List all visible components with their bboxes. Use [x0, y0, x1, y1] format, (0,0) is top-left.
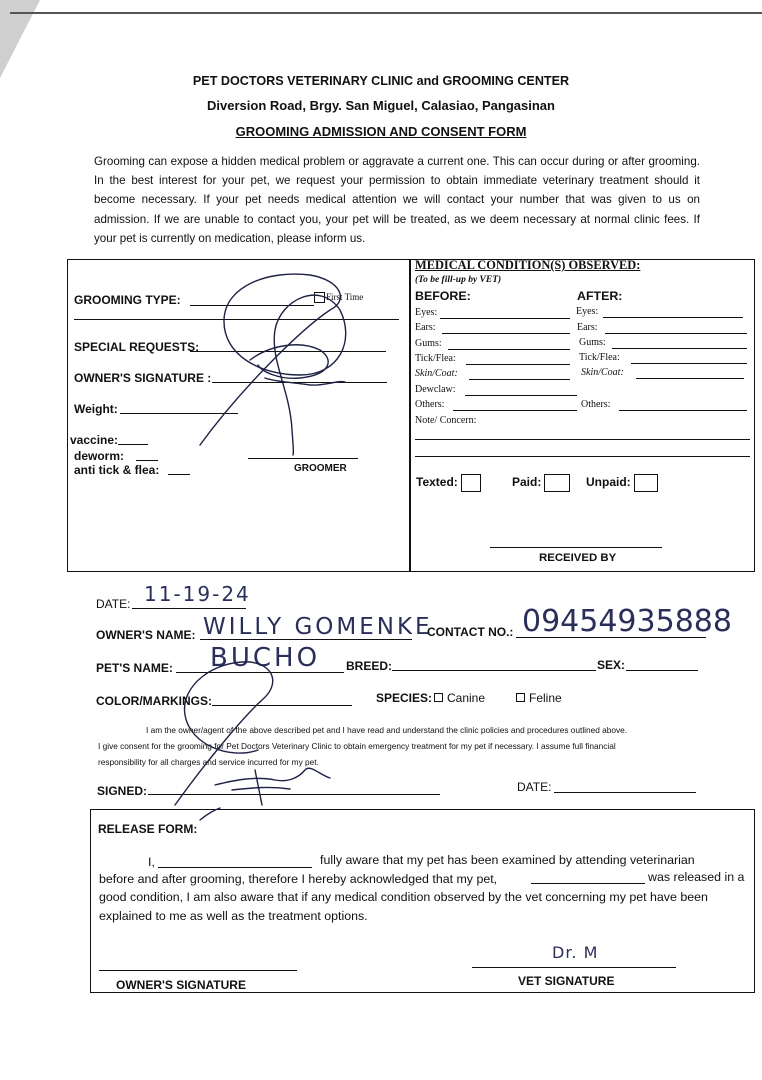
contact-value: 09454935888 — [522, 604, 732, 639]
received-by-label: RECEIVED BY — [539, 552, 617, 564]
before-ears-label: Ears: — [415, 322, 436, 333]
signed-label: SIGNED: — [97, 784, 148, 798]
scan-top-edge — [10, 12, 762, 14]
note-field-2[interactable] — [415, 456, 750, 457]
consent-line-1: I am the owner/agent of the above described pet and I have read and understand the clinic policies and procedures outlined above. — [146, 725, 628, 735]
after-skin-label: Skin/Coat: — [581, 367, 624, 378]
owner-name-value: WILLY GOMENKE — [203, 614, 433, 640]
release-text-b: before and after grooming, therefore I hereby acknowledged that my pet, — [99, 872, 498, 886]
date-label: DATE: — [96, 597, 131, 611]
release-text-c: was released in a — [648, 870, 745, 884]
vaccine-label: vaccine: — [70, 433, 119, 447]
sex-label: SEX: — [597, 658, 626, 672]
species-label: SPECIES: — [376, 691, 433, 705]
texted-label: Texted: — [416, 475, 458, 490]
clinic-address: Diversion Road, Brgy. San Miguel, Calasiao, Pangasinan — [207, 98, 555, 113]
before-gums-field[interactable] — [448, 349, 570, 350]
date2-field[interactable] — [554, 792, 696, 793]
unpaid-label: Unpaid: — [586, 475, 631, 490]
feline-option[interactable] — [516, 691, 562, 705]
note-label: Note/ Concern: — [415, 415, 477, 426]
special-requests-label: SPECIAL REQUESTS: — [74, 340, 200, 354]
groomer-signature-line[interactable] — [248, 458, 358, 459]
box-divider — [409, 259, 411, 572]
before-skin-field[interactable] — [469, 379, 570, 380]
before-eyes-field[interactable] — [440, 318, 570, 319]
release-name-field[interactable] — [158, 867, 312, 868]
unpaid-checkbox-group — [586, 474, 658, 492]
after-gums-label: Gums: — [579, 337, 606, 348]
after-eyes-field[interactable] — [603, 317, 743, 318]
weight-label: Weight: — [74, 402, 118, 416]
after-ears-field[interactable] — [605, 333, 747, 334]
before-tick-label: Tick/Flea: — [415, 353, 456, 364]
deworm-field[interactable] — [136, 460, 158, 461]
after-others-field[interactable] — [619, 410, 747, 411]
after-tick-label: Tick/Flea: — [579, 352, 620, 363]
first-time-label: First Time — [326, 292, 364, 302]
date-field[interactable] — [132, 608, 246, 609]
release-owner-signature-label: OWNER'S SIGNATURE — [116, 978, 246, 992]
intro-paragraph: Grooming can expose a hidden medical problem or aggravate a current one. This can occur during or after grooming. In the best interest for your pet, we request your permission to obtain immediate veterinary treatment should it become necessary. If your pet needs medical attention we will contact your number that was given to us on admission. If we are unable to contact you, your pet will be treated, as we deem necessary at normal clinic fees. If your pet is currently on medication, please inform us. — [94, 155, 700, 245]
groomer-label: GROOMER — [294, 463, 347, 474]
vet-initials: Dr. M — [552, 943, 599, 962]
unpaid-checkbox[interactable] — [634, 474, 658, 492]
texted-checkbox[interactable] — [461, 474, 481, 492]
grooming-type-field[interactable] — [190, 305, 314, 306]
before-dewclaw-label: Dewclaw: — [415, 384, 456, 395]
paid-label: Paid: — [512, 475, 542, 490]
contact-label: CONTACT NO.: — [427, 625, 514, 639]
before-tick-field[interactable] — [466, 364, 570, 365]
before-eyes-label: Eyes: — [415, 307, 438, 318]
before-heading: BEFORE: — [415, 289, 471, 303]
vet-signature-label: VET SIGNATURE — [518, 974, 615, 988]
feline-checkbox[interactable] — [516, 693, 525, 702]
release-text-d: good condition, I am also aware that if any medical condition observed by the vet concerning my pet have been explained to me as well as the treatment options. — [99, 890, 708, 923]
feline-label: Feline — [529, 691, 562, 705]
medical-title: MEDICAL CONDITION(S) OBSERVED: — [415, 258, 641, 272]
consent-line-2: I give consent for the grooming for Pet Doctors Veterinary Clinic to obtain emergency treatment for my pet if necessary. I assume full financial — [98, 741, 616, 751]
color-markings-field[interactable] — [212, 705, 352, 706]
after-others-label: Others: — [581, 399, 611, 410]
color-markings-label: COLOR/MARKINGS: — [96, 694, 212, 708]
consent-statement — [98, 722, 704, 770]
owner-signature-field[interactable] — [212, 382, 387, 383]
release-pet-field[interactable] — [531, 883, 645, 884]
after-eyes-label: Eyes: — [576, 306, 599, 317]
paid-checkbox-group — [512, 474, 570, 492]
anti-tick-field[interactable] — [168, 474, 190, 475]
breed-label: BREED: — [346, 659, 393, 673]
canine-label: Canine — [447, 691, 486, 705]
after-ears-label: Ears: — [577, 322, 598, 333]
sex-field[interactable] — [626, 670, 698, 671]
date-value: 11-19-24 — [144, 582, 251, 606]
before-skin-label: Skin/Coat: — [415, 368, 458, 379]
owner-name-label: OWNER'S NAME: — [96, 628, 196, 642]
release-text-a: fully aware that my pet has been examined by attending veterinarian — [320, 853, 695, 867]
owner-signature-label: OWNER'S SIGNATURE : — [74, 371, 212, 385]
note-field-1[interactable] — [415, 439, 750, 440]
breed-field[interactable] — [392, 670, 596, 671]
first-time-checkbox[interactable] — [314, 292, 325, 303]
deworm-label: deworm: — [74, 449, 125, 463]
clinic-name: PET DOCTORS VETERINARY CLINIC and GROOMING CENTER — [192, 74, 570, 88]
release-owner-signature-line[interactable] — [99, 970, 297, 971]
after-skin-field[interactable] — [636, 378, 744, 379]
release-i: I, — [148, 855, 155, 869]
texted-checkbox-group — [416, 474, 481, 492]
consent-line-3: responsibility for all charges and service incurred for my pet. — [98, 757, 319, 767]
grooming-type-label: GROOMING TYPE: — [74, 293, 181, 307]
release-title: RELEASE FORM: — [98, 822, 198, 836]
before-gums-label: Gums: — [415, 338, 442, 349]
before-ears-field[interactable] — [442, 333, 570, 334]
pet-name-label: PET'S NAME: — [96, 661, 173, 675]
received-by-line[interactable] — [490, 547, 662, 548]
after-tick-field[interactable] — [631, 363, 747, 364]
vet-signature-line[interactable] — [472, 967, 676, 968]
before-others-field[interactable] — [453, 410, 577, 411]
signed-field[interactable] — [148, 794, 440, 795]
grooming-type-field-2[interactable] — [74, 319, 399, 320]
after-gums-field[interactable] — [612, 348, 747, 349]
after-heading: AFTER: — [577, 289, 623, 303]
special-requests-field[interactable] — [190, 351, 386, 352]
date2-label: DATE: — [517, 780, 552, 794]
before-dewclaw-field[interactable] — [465, 395, 577, 396]
weight-field[interactable] — [120, 413, 238, 414]
anti-tick-label: anti tick & flea: — [74, 463, 160, 477]
vaccine-field[interactable] — [118, 444, 148, 445]
before-others-label: Others: — [415, 399, 445, 410]
medical-subtitle: (To be fill-up by VET) — [415, 275, 502, 285]
form-title: GROOMING ADMISSION AND CONSENT FORM — [235, 124, 527, 139]
canine-option[interactable] — [434, 691, 485, 705]
pet-name-value: BUCHO — [210, 643, 321, 673]
paid-checkbox[interactable] — [544, 474, 570, 492]
canine-checkbox[interactable] — [434, 693, 443, 702]
